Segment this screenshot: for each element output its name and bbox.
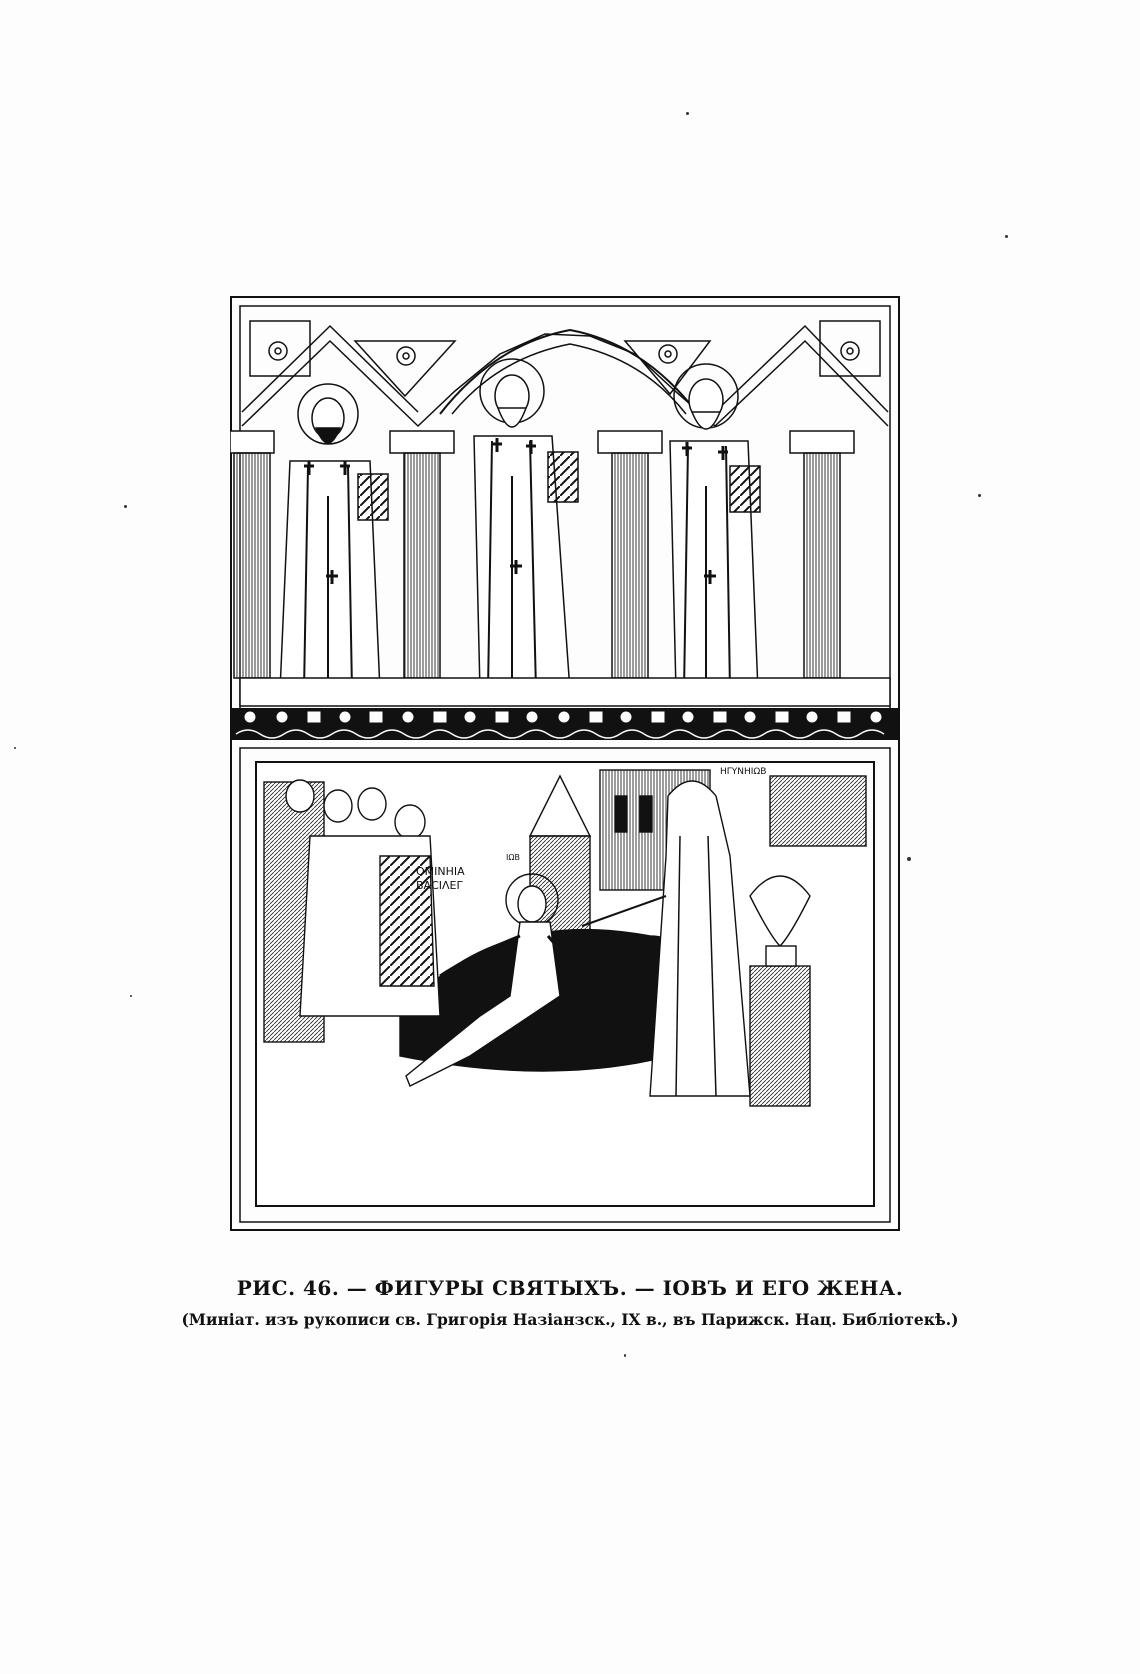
ornament-band xyxy=(230,708,900,740)
column-4 xyxy=(790,431,854,678)
column-2 xyxy=(390,431,454,678)
saint-center xyxy=(474,359,578,691)
figure-caption-source: (Миніат. изъ рукописи св. Григорія Назіанзск., IX в., въ Парижск. Нац. Библіотекѣ.) xyxy=(181,1310,959,1329)
figure-caption-title: РИС. 46. — ФИГУРЫ СВЯТЫХЪ. — ІОВЪ И ЕГО ЖЕНА. xyxy=(236,1276,904,1300)
paper-speck xyxy=(1005,235,1008,238)
paper-speck xyxy=(907,857,911,861)
paper-speck xyxy=(686,112,689,115)
paper-speck xyxy=(978,494,981,497)
friends-inscription-line2: ΒΑCΙΛΕΓ xyxy=(416,879,463,892)
paper-speck xyxy=(124,505,127,508)
saint-left xyxy=(280,384,388,691)
engraving xyxy=(230,296,902,1233)
saint-right xyxy=(670,364,760,691)
paper-speck xyxy=(14,747,16,749)
wife-inscription: ΗΓΥΝΗΙΩΒ xyxy=(720,767,767,777)
ledge xyxy=(240,678,890,706)
job-inscription: ΙΩΒ xyxy=(506,853,520,862)
altar-with-vase xyxy=(750,876,810,1106)
paper-speck xyxy=(130,995,132,997)
paper-speck xyxy=(624,1354,626,1357)
illustration-figure xyxy=(230,296,902,1233)
column-3 xyxy=(598,431,662,678)
column-1 xyxy=(230,431,274,678)
friends-inscription-line1: ΟΜΙΝΗΙΑ xyxy=(416,865,465,878)
